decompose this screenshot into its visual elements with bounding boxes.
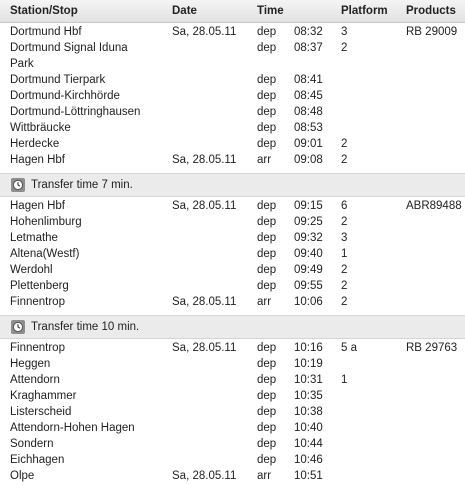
table-row [0, 295, 465, 311]
station-cell: Werdohl [10, 264, 53, 276]
table-row [0, 199, 465, 215]
table-row [0, 437, 465, 453]
station-cell: Olpe [10, 470, 35, 482]
station-cell: Kraghammer [10, 390, 77, 402]
time-cell: 10:31 [294, 374, 323, 386]
time-type-cell: dep [257, 42, 277, 54]
station-cell: Attendorn-Hohen Hagen [10, 422, 135, 434]
station-cell: Dortmund Hbf [10, 26, 82, 38]
time-type-cell: arr [257, 296, 272, 308]
time-cell: 10:44 [294, 438, 323, 450]
time-type-cell: dep [257, 248, 277, 260]
transfer-row [0, 173, 465, 197]
time-type-cell: dep [257, 90, 277, 102]
time-type-cell: dep [257, 138, 277, 150]
time-cell: 09:15 [294, 200, 323, 212]
time-cell: 10:46 [294, 454, 323, 466]
product-cell: ABR89488 [406, 200, 462, 212]
time-type-cell: dep [257, 26, 277, 38]
station-cell: Herdecke [10, 138, 60, 150]
time-type-cell: dep [257, 422, 277, 434]
date-cell: Sa, 28.05.11 [172, 200, 237, 212]
platform-cell: 2 [341, 216, 348, 228]
header-station: Station/Stop [10, 5, 78, 17]
station-cell: Sondern [10, 438, 54, 450]
product-cell: RB 29009 [406, 26, 458, 38]
clock-icon [11, 320, 25, 334]
header-date: Date [172, 5, 197, 17]
platform-cell: 6 [341, 200, 348, 212]
platform-cell: 2 [341, 42, 348, 54]
time-type-cell: dep [257, 438, 277, 450]
header-products: Products [406, 5, 456, 17]
transfer-time-label: Transfer time 7 min. [31, 179, 133, 191]
station-cell: Dortmund-Kirchhörde [10, 90, 120, 102]
table-row [0, 279, 465, 295]
table-row [0, 421, 465, 437]
time-type-cell: dep [257, 454, 277, 466]
station-cell: Dortmund-Löttringhausen [10, 106, 141, 118]
table-row [0, 405, 465, 421]
time-type-cell: dep [257, 406, 277, 418]
time-cell: 10:35 [294, 390, 323, 402]
time-type-cell: dep [257, 280, 277, 292]
table-row [0, 469, 465, 485]
platform-cell: 3 [341, 26, 348, 38]
station-cell: Hagen Hbf [10, 200, 65, 212]
table-row [0, 215, 465, 231]
station-cell: Dortmund Tierpark [10, 74, 106, 86]
time-cell: 10:19 [294, 358, 323, 370]
table-row [0, 41, 465, 57]
time-cell: 09:55 [294, 280, 323, 292]
time-cell: 10:51 [294, 470, 323, 482]
platform-cell: 1 [341, 374, 348, 386]
time-type-cell: dep [257, 358, 277, 370]
table-row [0, 263, 465, 279]
time-type-cell: dep [257, 216, 277, 228]
station-cell: Listerscheid [10, 406, 72, 418]
time-type-cell: dep [257, 264, 277, 276]
time-cell: 08:48 [294, 106, 323, 118]
date-cell: Sa, 28.05.11 [172, 470, 237, 482]
station-cell: Finnentrop [10, 342, 65, 354]
header-platform: Platform [341, 5, 388, 17]
station-cell: Altena(Westf) [10, 248, 80, 260]
time-type-cell: dep [257, 374, 277, 386]
time-cell: 10:40 [294, 422, 323, 434]
time-cell: 10:16 [294, 342, 323, 354]
station-cell: Dortmund Signal Iduna [10, 42, 128, 54]
time-type-cell: dep [257, 122, 277, 134]
time-cell: 08:45 [294, 90, 323, 102]
time-type-cell: dep [257, 342, 277, 354]
time-cell: 09:08 [294, 154, 323, 166]
platform-cell: 2 [341, 138, 348, 150]
transfer-time-label: Transfer time 10 min. [31, 321, 140, 333]
time-cell: 08:32 [294, 26, 323, 38]
time-type-cell: arr [257, 154, 272, 166]
header-time: Time [257, 5, 284, 17]
table-row [0, 121, 465, 137]
platform-cell: 2 [341, 154, 348, 166]
time-cell: 09:49 [294, 264, 323, 276]
platform-cell: 2 [341, 280, 348, 292]
table-row [0, 247, 465, 263]
product-cell: RB 29763 [406, 342, 458, 354]
station-cell: Plettenberg [10, 280, 69, 292]
time-type-cell: dep [257, 106, 277, 118]
table-row [0, 153, 465, 169]
time-cell: 09:32 [294, 232, 323, 244]
table-row [0, 389, 465, 405]
station-cell: Letmathe [10, 232, 58, 244]
clock-icon [11, 178, 25, 192]
time-cell: 08:37 [294, 42, 323, 54]
station-cell: Eichhagen [10, 454, 65, 466]
table-row [0, 453, 465, 469]
time-cell: 08:53 [294, 122, 323, 134]
time-type-cell: dep [257, 232, 277, 244]
table-row [0, 89, 465, 105]
station-cell: Wittbräucke [10, 122, 71, 134]
station-cell: Hagen Hbf [10, 154, 65, 166]
station-cell: Attendorn [10, 374, 60, 386]
transfer-row [0, 315, 465, 339]
platform-cell: 5 a [341, 342, 357, 354]
table-row [0, 357, 465, 373]
time-type-cell: dep [257, 74, 277, 86]
date-cell: Sa, 28.05.11 [172, 342, 237, 354]
table-row [0, 73, 465, 89]
date-cell: Sa, 28.05.11 [172, 154, 237, 166]
date-cell: Sa, 28.05.11 [172, 296, 237, 308]
time-type-cell: arr [257, 470, 272, 482]
time-cell: 09:25 [294, 216, 323, 228]
platform-cell: 3 [341, 232, 348, 244]
table-header [0, 0, 465, 23]
time-cell: 09:40 [294, 248, 323, 260]
time-type-cell: dep [257, 200, 277, 212]
table-row [0, 105, 465, 121]
station-cell: Heggen [10, 358, 51, 370]
table-row [0, 57, 465, 73]
time-cell: 10:06 [294, 296, 323, 308]
table-row [0, 373, 465, 389]
time-cell: 08:41 [294, 74, 323, 86]
station-cell: Hohenlimburg [10, 216, 82, 228]
time-cell: 09:01 [294, 138, 323, 150]
time-type-cell: dep [257, 390, 277, 402]
time-cell: 10:38 [294, 406, 323, 418]
platform-cell: 2 [341, 296, 348, 308]
table-row [0, 231, 465, 247]
platform-cell: 2 [341, 264, 348, 276]
table-row [0, 137, 465, 153]
date-cell: Sa, 28.05.11 [172, 26, 237, 38]
table-row [0, 341, 465, 357]
station-cell: Park [10, 58, 34, 70]
platform-cell: 1 [341, 248, 348, 260]
table-row [0, 25, 465, 41]
station-cell: Finnentrop [10, 296, 65, 308]
